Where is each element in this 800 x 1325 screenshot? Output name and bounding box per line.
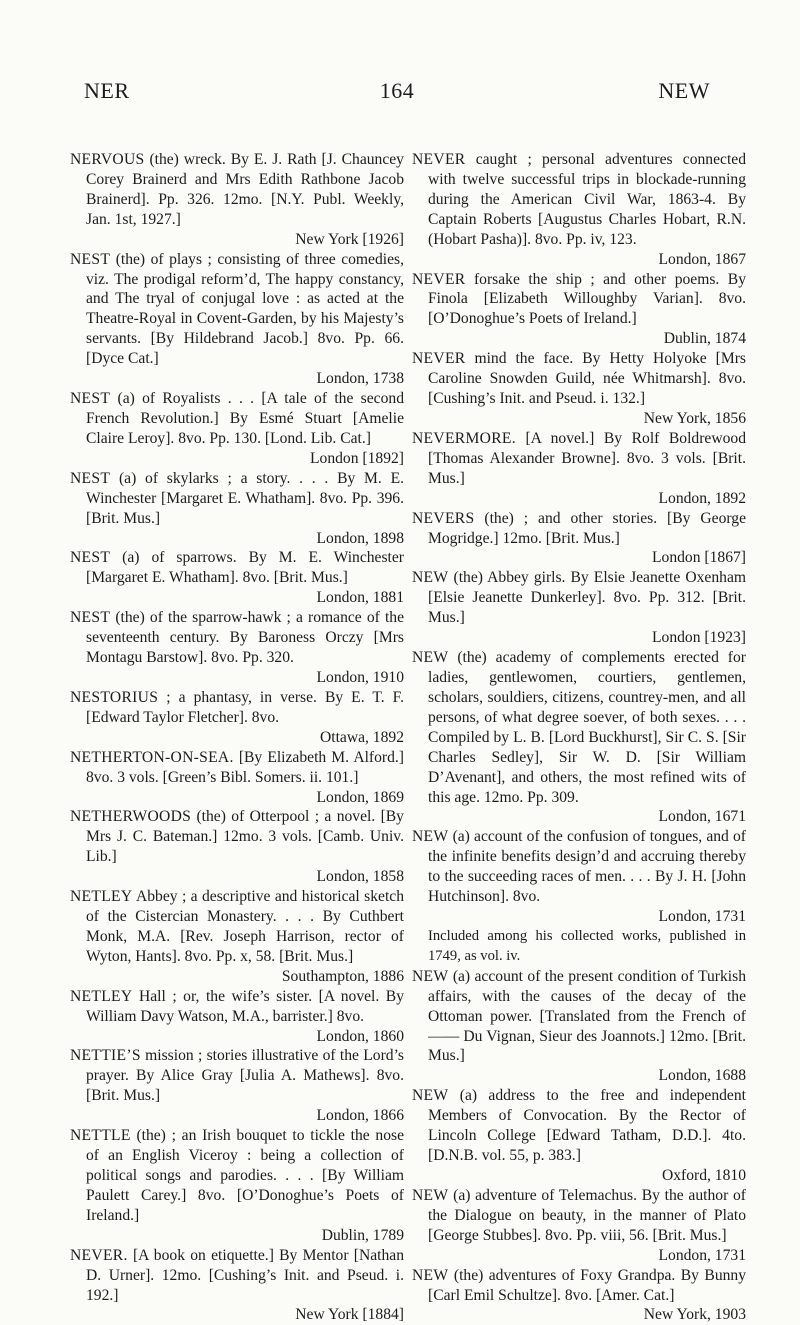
entry-imprint: London, 1866 bbox=[316, 1107, 404, 1125]
entry-description: (the) of plays ; consisting of three comedies, viz. The prodigal reform’d, The happy constancy, and The tryal of conjugal love : as acted at the Theatre-Royal in Covent-Garden, by his Majesty’s servants. [By Hildebrand Jacob.] 8vo. Pp. 66. [Dyce Cat.] bbox=[86, 250, 404, 368]
entry-imprint: Dublin, 1789 bbox=[321, 1226, 404, 1244]
entry-imprint: Dublin, 1874 bbox=[663, 330, 746, 348]
catalog-entry bbox=[70, 688, 404, 748]
entry-imprint: London, 1910 bbox=[316, 668, 404, 686]
catalog-entry bbox=[412, 967, 746, 1087]
entry-headword: NEW bbox=[412, 1186, 449, 1204]
catalog-entry bbox=[412, 568, 746, 648]
entry-imprint: Ottawa, 1892 bbox=[319, 728, 404, 746]
entry-description: (a) adventure of Telemachus. By the author of the Dialogue on beauty, in the manner of Plato [George Stubbes]. 8vo. Pp. viii, 56. [Brit. Mus.] bbox=[428, 1186, 746, 1244]
catalog-entry bbox=[70, 150, 404, 250]
catalog-entry bbox=[412, 827, 746, 966]
catalog-entry bbox=[70, 1046, 404, 1126]
entry-headword: NERVOUS bbox=[70, 151, 145, 168]
entry-imprint: London, 1881 bbox=[316, 589, 404, 607]
catalog-entry bbox=[70, 987, 404, 1047]
entry-headword: NEW bbox=[412, 569, 449, 587]
entry-description: mission ; stories illustrative of the Lord’s prayer. By Alice Gray [Julia A. Mathews]. 8vo. [Brit. Mus.] bbox=[86, 1047, 404, 1105]
entry-headword: NEW bbox=[412, 1087, 449, 1105]
entry-description: Hall ; or, the wife’s sister. [A novel. By William Davy Watson, M.A., barrister.] 8vo. bbox=[86, 987, 405, 1025]
catalog-entry bbox=[70, 1246, 404, 1325]
entry-imprint: Oxford, 1810 bbox=[661, 1167, 746, 1185]
entry-description: [By Elizabeth M. Alford.] 8vo. 3 vols. [Green’s Bibl. Somers. ii. 101.] bbox=[86, 748, 404, 786]
entry-headword: NEST bbox=[70, 390, 111, 408]
entry-imprint: New York, 1856 bbox=[643, 409, 746, 427]
entry-imprint: London, 1688 bbox=[658, 1067, 746, 1085]
entry-description: (a) of Royalists . . . [A tale of the second French Revolution.] By Esmé Stuart [Amelie Claire Leroy]. 8vo. Pp. 130. [Lond. Lib. Cat.] bbox=[86, 390, 404, 447]
entry-description: (the) ; an Irish bouquet to tickle the nose of an English Viceroy : being a collection of political songs and parodies. . . . [By William Paulett Carey.] 8vo. [O’Donoghue’s Poets of Ireland.] bbox=[86, 1127, 404, 1224]
entry-imprint: London [1867] bbox=[652, 549, 746, 567]
entry-headword: NEST bbox=[70, 549, 111, 567]
entry-headword: NESTORIUS bbox=[70, 688, 159, 706]
entry-imprint: New York [1884] bbox=[295, 1306, 404, 1324]
catalog-entry bbox=[70, 469, 404, 549]
entry-description: forsake the ship ; and other poems. By Finola [Elizabeth Willoughby Varian]. 8vo. [O’Donoghue’s Poets of Ireland.] bbox=[428, 270, 746, 328]
entry-description: (the) of Otterpool ; a novel. [By Mrs J. C. Bateman.] 12mo. 3 vols. [Camb. Univ. Lib.] bbox=[86, 808, 404, 866]
entry-description: (a) account of the present condition of Turkish affairs, with the causes of the decay of the Ottoman power. [Translated from the French of —— Du Vignan, Sieur des Joannots.] 12mo. [Brit. Mus.] bbox=[428, 967, 746, 1065]
entry-description: (a) of skylarks ; a story. . . . By M. E. Winchester [Margaret E. Whatham]. 8vo. Pp. 396. [Brit. Mus.] bbox=[86, 469, 404, 527]
entry-imprint: New York, 1903 bbox=[643, 1306, 746, 1324]
entry-headword: NEW bbox=[412, 828, 449, 846]
entry-description: (the) Abbey girls. By Elsie Jeanette Oxenham [Elsie Jeanette Dunkerley]. 8vo. Pp. 312. [Brit. Mus.] bbox=[428, 569, 746, 627]
catalog-entry bbox=[412, 150, 746, 270]
entry-imprint: Southampton, 1886 bbox=[281, 967, 404, 985]
catalog-entry bbox=[412, 270, 746, 350]
entry-headword: NEVER bbox=[412, 151, 466, 168]
entry-imprint: London [1923] bbox=[652, 629, 746, 647]
entry-imprint: London, 1898 bbox=[316, 529, 404, 547]
entry-imprint: London, 1869 bbox=[316, 788, 404, 806]
catalog-entry bbox=[70, 807, 404, 887]
entry-description: (the) academy of complements erected for ladies, gentlewomen, courtiers, gentlemen, scholars, souldiers, citizens, countrey-men, and all persons, of what degree soever, of both sexes. . . . Compiled by L. B. [Lord Buckhurst], Sir C. S. [Sir Charles Sedley], Sir W. D. [Sir William D’Avenant], and others, the most refined wits of this age. 12mo. Pp. 309. bbox=[428, 649, 746, 806]
catalog-entry bbox=[412, 1186, 746, 1266]
entry-headword: NETLEY bbox=[70, 888, 133, 906]
catalog-entry bbox=[412, 1086, 746, 1186]
entry-note: Included among his collected works, published in 1749, as vol. iv. bbox=[428, 927, 746, 964]
catalog-entry bbox=[412, 349, 746, 429]
catalog-entry bbox=[70, 748, 404, 808]
entry-description: (the) adventures of Foxy Grandpa. By Bunny [Carl Emil Schultze]. 8vo. [Amer. Cat.] bbox=[428, 1266, 747, 1304]
entry-headword: NEST bbox=[70, 609, 111, 627]
left-column bbox=[70, 150, 404, 1325]
entry-imprint: London, 1731 bbox=[658, 908, 746, 926]
entry-description: ; a phantasy, in verse. By E. T. F. [Edward Taylor Fletcher]. 8vo. bbox=[86, 688, 404, 726]
entry-headword: NEVER. bbox=[70, 1246, 128, 1264]
catalog-entry bbox=[412, 1266, 746, 1325]
entry-description: (a) account of the confusion of tongues, and of the infinite benefits design’d and accruing thereby to the succeeding races of men. . . . By J. H. [John Hutchinson]. 8vo. bbox=[428, 828, 746, 906]
entry-headword: NEVER bbox=[412, 270, 466, 288]
entry-description: (the) of the sparrow-hawk ; a romance of the seventeenth century. By Baroness Orczy [Mrs Montagu Barstow]. 8vo. Pp. 320. bbox=[86, 609, 404, 667]
entry-headword: NETHERWOODS bbox=[70, 808, 192, 826]
catalog-entry bbox=[412, 429, 746, 509]
entry-imprint: London [1892] bbox=[310, 449, 404, 467]
entry-headword: NETHERTON-ON-SEA. bbox=[70, 748, 234, 766]
entry-imprint: London, 1858 bbox=[316, 868, 404, 886]
entry-imprint: London, 1738 bbox=[316, 370, 404, 388]
entry-headword: NETTIE’S bbox=[70, 1047, 141, 1065]
entry-description: (the) ; and other stories. [By George Mogridge.] 12mo. [Brit. Mus.] bbox=[428, 509, 746, 547]
catalog-entry bbox=[412, 509, 746, 569]
running-head-right: NEW bbox=[658, 78, 710, 103]
entry-imprint: London, 1731 bbox=[658, 1246, 746, 1264]
entry-imprint: London, 1892 bbox=[658, 489, 746, 507]
catalog-entry bbox=[70, 250, 404, 389]
entry-description: [A novel.] By Rolf Boldrewood [Thomas Alexander Browne]. 8vo. 3 vols. [Brit. Mus.] bbox=[428, 429, 746, 487]
entry-imprint: New York [1926] bbox=[295, 230, 404, 248]
entry-description: (a) of sparrows. By M. E. Winchester [Margaret E. Whatham]. 8vo. [Brit. Mus.] bbox=[86, 549, 404, 587]
entry-description: (the) wreck. By E. J. Rath [J. Chauncey Corey Brainerd and Mrs Edith Rathbone Jacob Brainerd]. Pp. 326. 12mo. [N.Y. Publ. Weekly, Jan. 1st, 1927.] bbox=[86, 151, 404, 228]
entry-headword: NEW bbox=[412, 649, 449, 667]
entry-description: (a) address to the free and independent Members of Convocation. By the Rector of Lincoln College [Edward Tatham, D.D.]. 4to. [D.N.B. vol. 55, p. 383.] bbox=[428, 1087, 746, 1165]
catalog-entry bbox=[412, 648, 746, 827]
entry-headword: NEST bbox=[70, 469, 111, 487]
entry-headword: NETTLE bbox=[70, 1127, 131, 1145]
entry-headword: NEW bbox=[412, 1266, 449, 1284]
entry-imprint: London, 1867 bbox=[658, 250, 746, 268]
running-head-left: NER bbox=[84, 78, 130, 103]
entry-headword: NEST bbox=[70, 250, 111, 268]
page-number: 164 bbox=[379, 78, 415, 103]
entry-imprint: London, 1671 bbox=[658, 808, 746, 826]
entry-description: caught ; personal adventures connected with twelve successful trips in blockade-running during the American Civil War, 1863-4. By Captain Roberts [Augustus Charles Hobart, R.N. (Hobart Pasha)]. 8vo. Pp. iv, 123. bbox=[428, 151, 746, 248]
entry-description: mind the face. By Hetty Holyoke [Mrs Caroline Snowden Guild, née Whitmarsh]. 8vo. [Cushing’s Init. and Pseud. i. 132.] bbox=[428, 350, 747, 408]
entry-headword: NEVERMORE. bbox=[412, 429, 516, 447]
entry-headword: NETLEY bbox=[70, 987, 133, 1005]
catalog-entry bbox=[70, 548, 404, 608]
entry-imprint: London, 1860 bbox=[316, 1027, 404, 1045]
catalog-entry bbox=[70, 608, 404, 688]
catalog-entry bbox=[70, 1126, 404, 1246]
page-header bbox=[84, 78, 710, 114]
entry-headword: NEVER bbox=[412, 350, 466, 368]
catalog-entry bbox=[70, 887, 404, 987]
entry-headword: NEVERS bbox=[412, 509, 475, 527]
catalog-entry bbox=[70, 389, 404, 469]
right-column bbox=[412, 150, 746, 1325]
entry-description: Abbey ; a descriptive and historical sketch of the Cistercian Monastery. . . . By Cuthbert Monk, M.A. [Rev. Joseph Harrison, rector of Wyton, Hants]. 8vo. Pp. x, 58. [Brit. Mus.] bbox=[86, 888, 404, 965]
entry-headword: NEW bbox=[412, 967, 449, 985]
entry-description: [A book on etiquette.] By Mentor [Nathan D. Urner]. 12mo. [Cushing’s Init. and Pseud. i. 192.] bbox=[86, 1246, 404, 1304]
